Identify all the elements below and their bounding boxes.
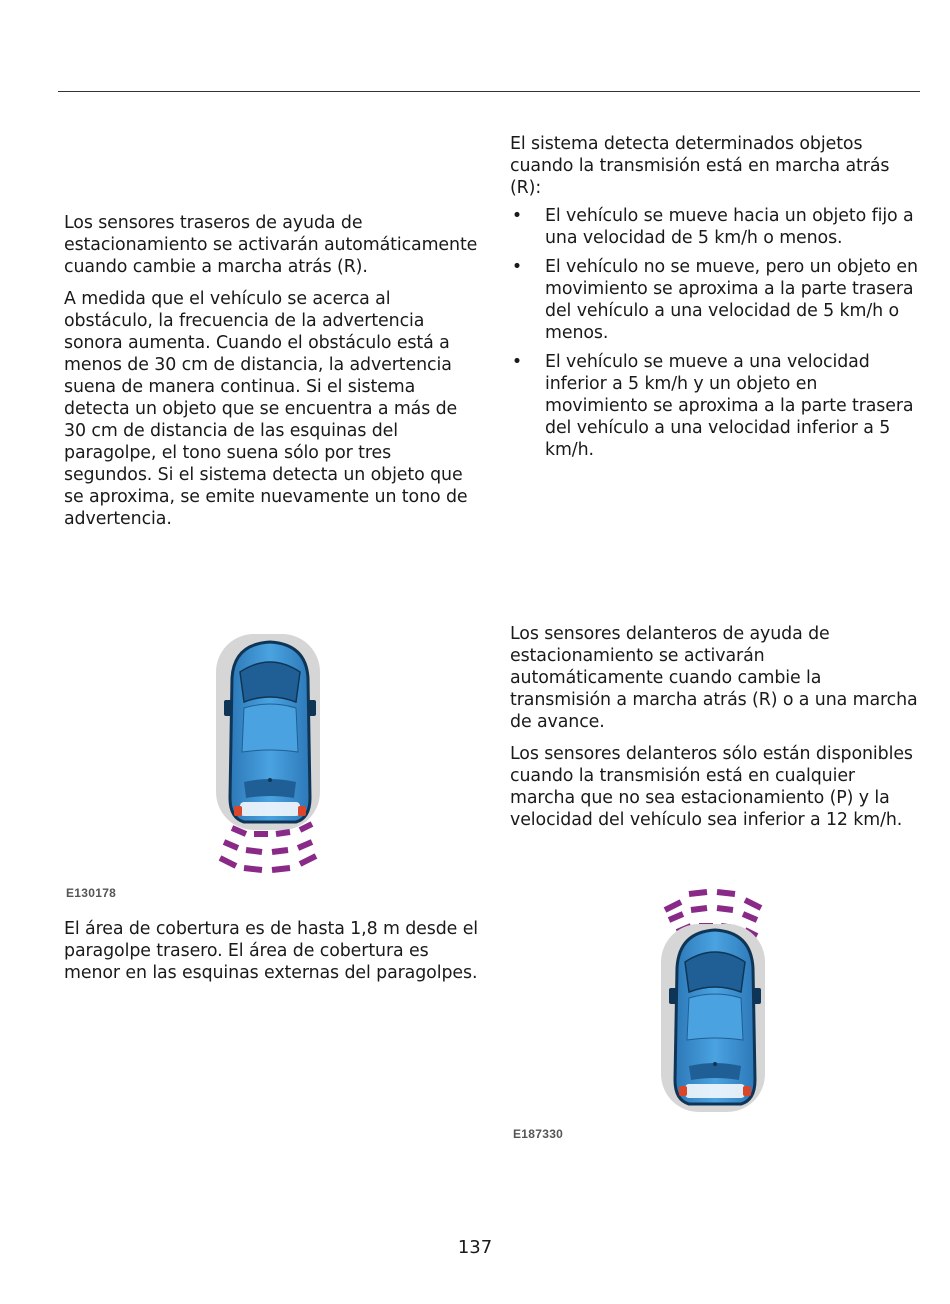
rear-sensor-waves — [220, 824, 316, 870]
sensor-wave-mark — [246, 850, 262, 852]
car-windshield — [240, 662, 300, 702]
coverage-area-text: El área de cobertura es de hasta 1,8 m desde el paragolpe trasero. El área de cobertura es menor en las esquinas externas del paragolpes. — [64, 919, 479, 983]
sensor-wave-mark — [717, 908, 733, 910]
list-item — [510, 351, 920, 461]
bullet-icon: • — [511, 206, 523, 226]
sensor-wave-mark — [300, 824, 312, 830]
sensor-wave-mark — [743, 914, 757, 920]
header-rule — [58, 91, 920, 92]
sensor-wave-mark — [665, 902, 681, 910]
mirror-left — [224, 700, 232, 716]
list-item — [510, 256, 920, 344]
mirror-left — [669, 988, 677, 1004]
tail-light-left — [679, 1086, 687, 1096]
mirror-right — [753, 988, 761, 1004]
right-text-block — [510, 133, 920, 468]
sensor-wave-mark — [689, 892, 707, 894]
figure-code: E130178 — [66, 886, 117, 900]
sensor-wave-mark — [691, 908, 707, 910]
mirror-right — [308, 700, 316, 716]
sensor-wave-mark — [272, 850, 288, 852]
front-sensors-text-block — [510, 623, 920, 841]
sensor-wave-mark — [276, 832, 290, 834]
sensor-wave-mark — [272, 868, 290, 870]
left-text-block — [64, 212, 479, 540]
list-item-text: El vehículo se mueve hacia un objeto fijo a una velocidad de 5 km/h o menos. — [545, 206, 914, 248]
front-sensors-availability-text: Los sensores delanteros sólo están disponibles cuando la transmisión está en cualquier marcha que no sea estacionamiento (P) y la velocidad del vehículo sea inferior a 12 km/h. — [510, 744, 913, 830]
sensor-wave-mark — [300, 856, 316, 864]
bullet-icon: • — [511, 352, 523, 372]
tail-light-right — [298, 806, 306, 816]
rear-bumper — [685, 1084, 745, 1098]
rear-bumper — [240, 802, 300, 816]
rear-sensors-warning-text: A medida que el vehículo se acerca al obstáculo, la frecuencia de la advertencia sonora aumenta. Cuando el obstáculo está a menos de 30 cm de distancia, la advertencia suena de manera continua. Si el sistema detecta un objeto que se encuentra a más de 30 cm de distancia de las esquinas del paragolpe, el tono suena sólo por tres segundos. Si el sistema detecta un objeto que se aproxima, se emite nuevamente un tono de advertencia. — [64, 289, 468, 529]
list-item-text: El vehículo no se mueve, pero un objeto en movimiento se aproxima a la parte trasera del vehículo a una velocidad de 5 km/h o menos. — [545, 257, 918, 343]
car-badge — [713, 1062, 717, 1066]
detection-conditions-list — [510, 205, 920, 461]
sensor-wave-mark — [220, 858, 236, 866]
sensor-wave-mark — [244, 868, 262, 870]
figure-code: E187330 — [513, 1127, 564, 1141]
sensor-wave-mark — [224, 842, 238, 848]
sensor-wave-mark — [669, 914, 683, 920]
sensor-wave-mark — [745, 900, 761, 908]
tail-light-left — [234, 806, 242, 816]
sensor-wave-mark — [298, 842, 312, 848]
rear-sensors-activation-text: Los sensores traseros de ayuda de estacionamiento se activarán automáticamente cuando cambie a marcha atrás (R). — [64, 213, 478, 277]
tail-light-right — [743, 1086, 751, 1096]
car-roof — [242, 704, 298, 752]
bullet-icon: • — [511, 257, 523, 277]
car-roof — [687, 994, 743, 1040]
sensor-wave-mark — [232, 828, 246, 834]
coverage-text-block — [64, 918, 479, 994]
car-badge — [268, 778, 272, 782]
page-number: 137 — [457, 1237, 493, 1258]
rear-sensors-car-illustration — [210, 630, 330, 880]
front-sensors-car-illustration — [655, 868, 775, 1118]
list-item-text: El vehículo se mueve a una velocidad inferior a 5 km/h y un objeto en movimiento se aproxima a la parte trasera del vehículo a una velocidad inferior a 5 km/h. — [545, 352, 914, 460]
list-item — [510, 205, 920, 249]
car-windshield — [685, 952, 745, 992]
detection-intro-text: El sistema detecta determinados objetos cuando la transmisión está en marcha atrás (R): — [510, 134, 890, 198]
sensor-wave-mark — [717, 892, 735, 894]
front-sensors-activation-text: Los sensores delanteros de ayuda de estacionamiento se activarán automáticamente cuando cambie la transmisión a marcha atrás (R) o a una marcha de avance. — [510, 624, 918, 732]
